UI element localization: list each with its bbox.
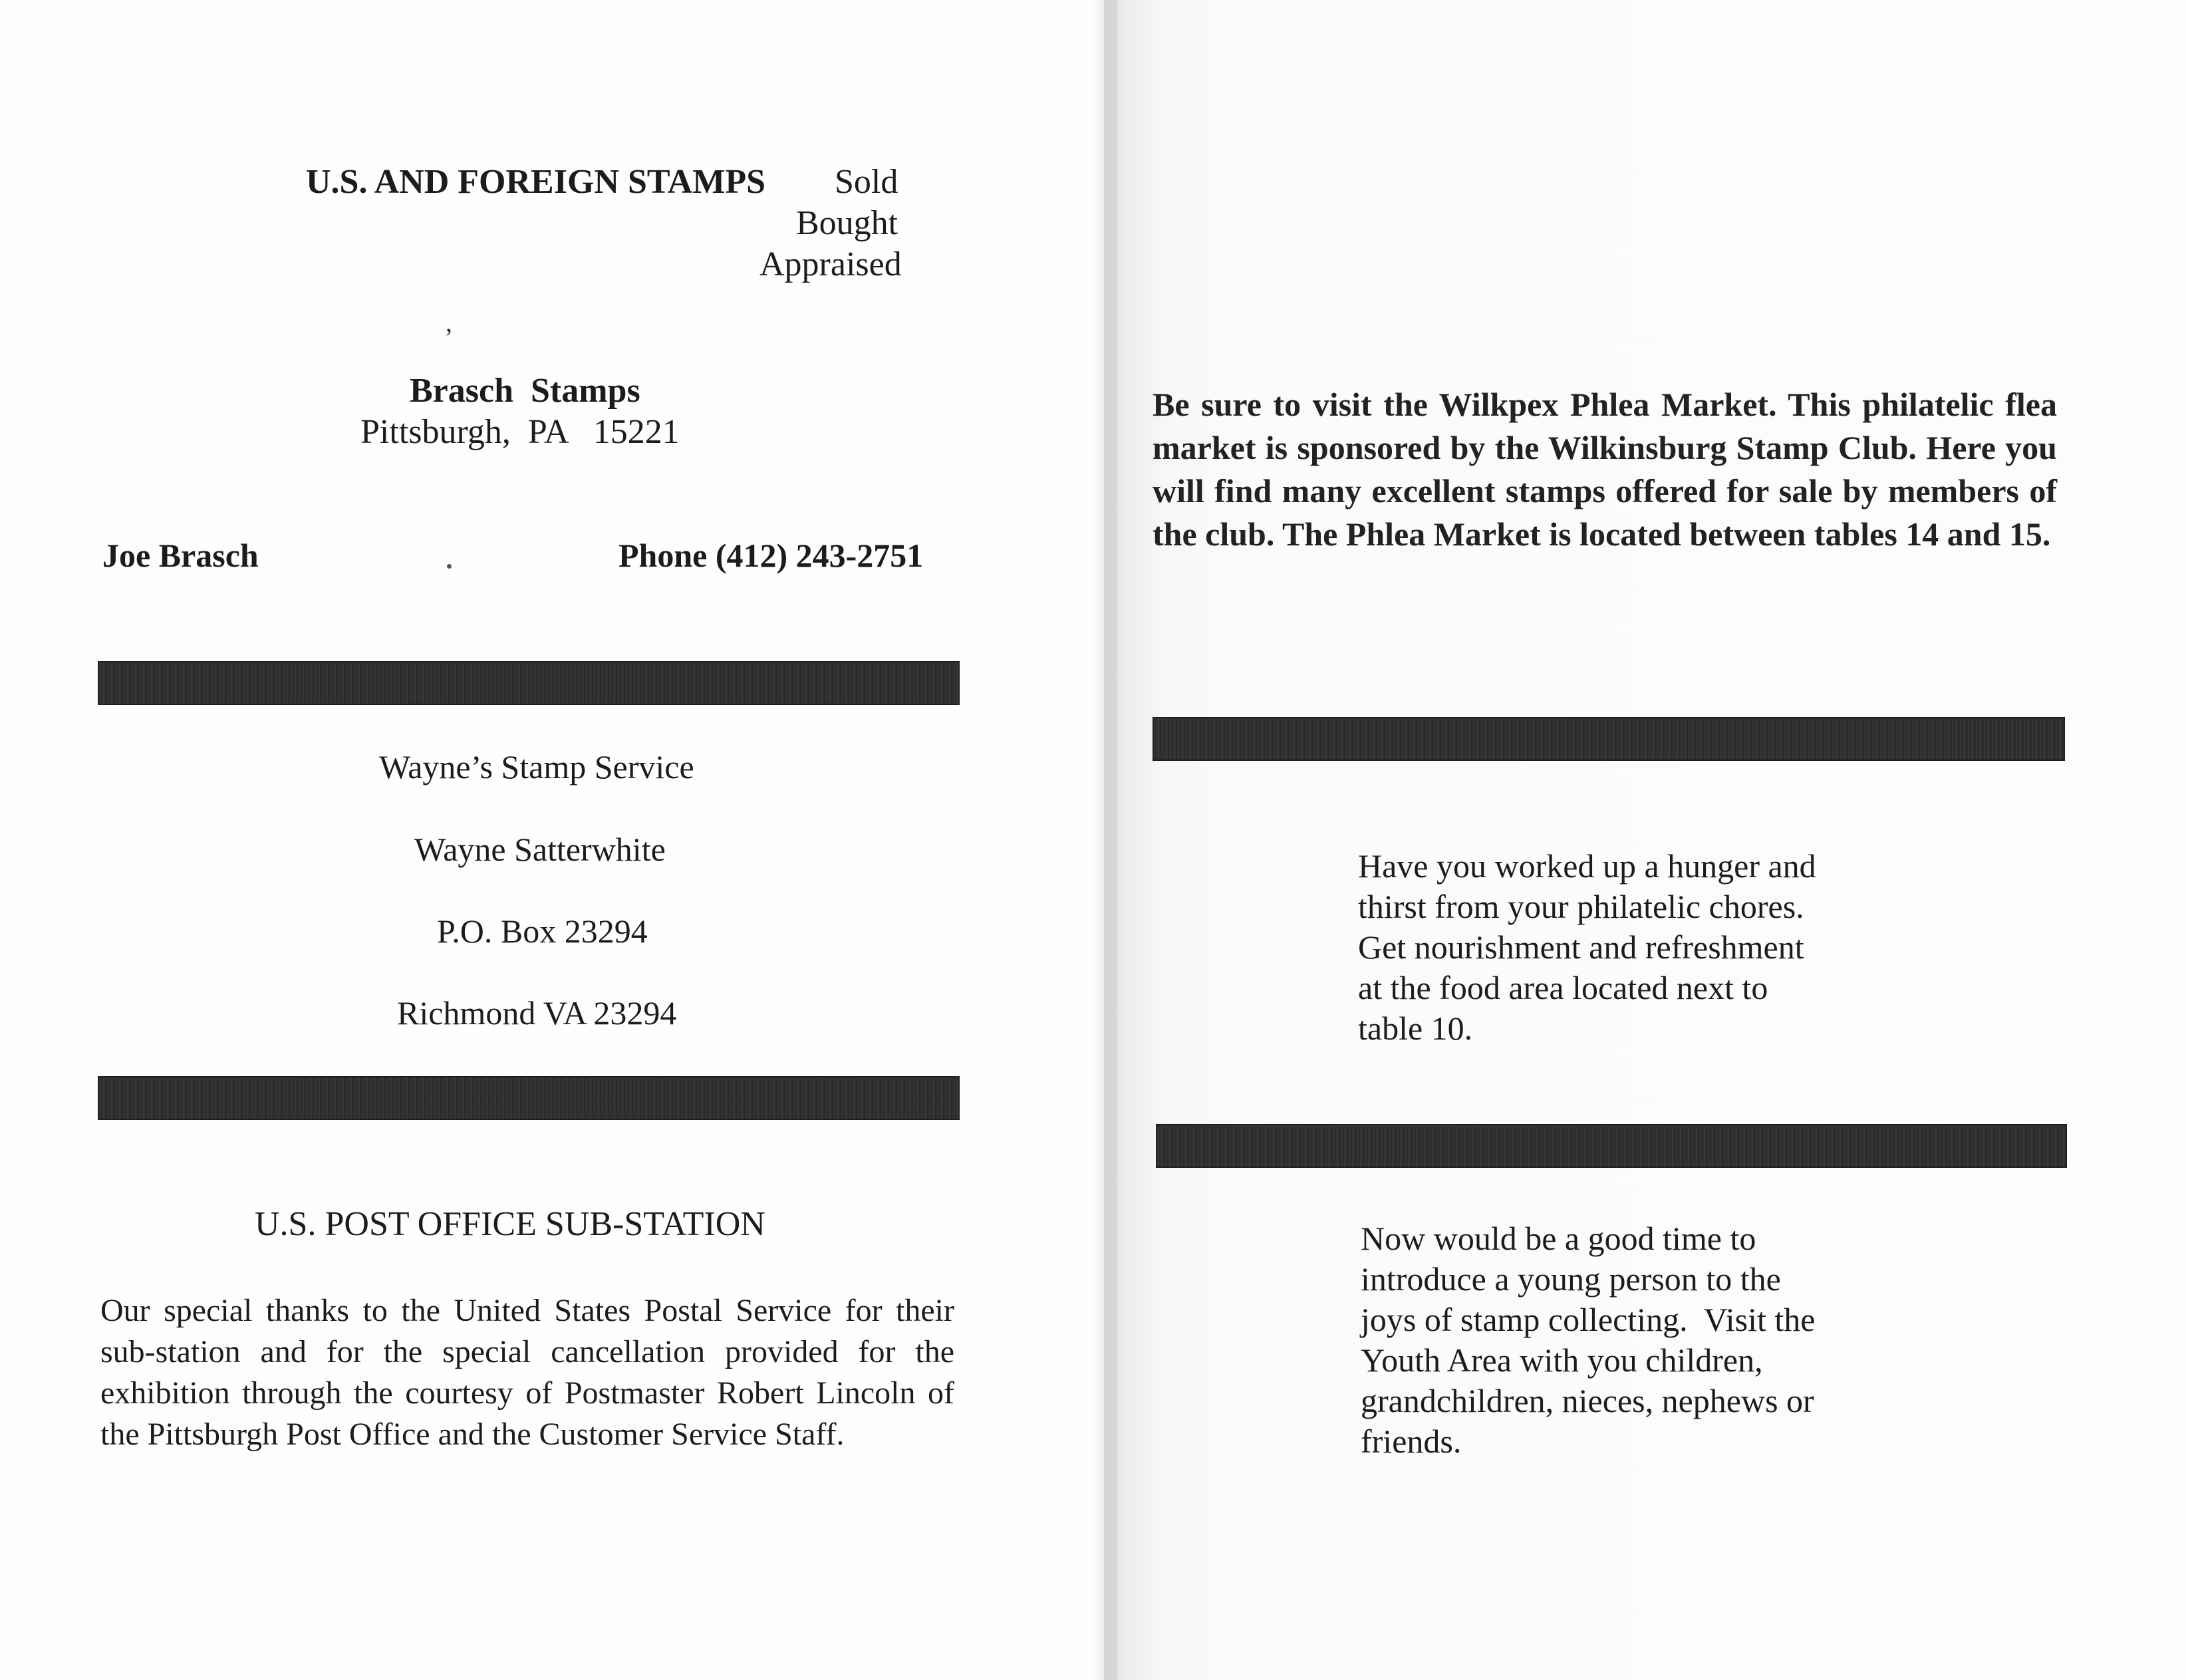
- food-area-paragraph: [1358, 846, 1877, 1049]
- stamps-ad-title: U.S. AND FOREIGN STAMPS: [306, 163, 766, 201]
- divider-bar: [98, 661, 960, 705]
- youth-area-line: Youth Area with you children,: [1361, 1341, 1763, 1379]
- divider-bar: [98, 1076, 960, 1120]
- phlea-market-paragraph: Be sure to visit the Wilkpex Phlea Market. This philatelic flea market is sponsored by the Wilkinsburg Stamp Club. Here you will find many excellent stamps offered for sale by members of the club. The Phlea Market is located between tables 14 and 15.: [1153, 386, 2057, 553]
- wayne-ad-line: Wayne Satterwhite: [414, 831, 666, 868]
- stamps-ad-city: Pittsburgh, PA 15221: [360, 413, 680, 451]
- food-area-line: thirst from your philatelic chores.: [1358, 888, 1804, 925]
- wayne-ad-line: Richmond VA 23294: [397, 994, 677, 1032]
- stamps-ad-contact: Joe Brasch: [102, 537, 259, 574]
- stamps-ad-service-sold: Sold: [835, 163, 898, 201]
- youth-area-paragraph: [1361, 1218, 1879, 1462]
- stamps-ad-service-appraised: Appraised: [759, 245, 902, 283]
- youth-area-line: friends.: [1361, 1423, 1462, 1460]
- divider-bar: [1153, 717, 2065, 761]
- stamps-ad-phone: Phone (412) 243-2751: [618, 537, 924, 574]
- stray-mark: ’: [444, 323, 454, 352]
- wayne-ad-line: Wayne’s Stamp Service: [379, 748, 694, 785]
- divider-bar: [1156, 1124, 2067, 1168]
- stamps-ad-service-bought: Bought: [796, 204, 898, 242]
- stamps-ad-business-name: Brasch Stamps: [410, 372, 640, 410]
- page-gutter: [1091, 0, 1117, 1680]
- youth-area-line: Now would be a good time to: [1361, 1220, 1756, 1257]
- youth-area-line: introduce a young person to the: [1361, 1260, 1781, 1298]
- post-office-body: Our special thanks to the United States Postal Service for their sub-station and for the special cancellation provided for the exhibition through the courtesy of Postmaster Robert Lincoln of the Pittsburgh Post Office and the Customer Service Staff.: [100, 1293, 954, 1452]
- food-area-line: at the food area located next to: [1358, 969, 1768, 1006]
- youth-area-line: grandchildren, nieces, nephews or: [1361, 1382, 1814, 1419]
- food-area-line: Have you worked up a hunger and: [1358, 847, 1816, 885]
- food-area-line: Get nourishment and refreshment: [1358, 928, 1804, 966]
- stray-speck: [447, 564, 452, 569]
- food-area-line: table 10.: [1358, 1010, 1473, 1047]
- post-office-heading: U.S. POST OFFICE SUB-STATION: [255, 1205, 765, 1243]
- wayne-ad-line: P.O. Box 23294: [437, 912, 648, 950]
- youth-area-line: joys of stamp collecting. Visit the: [1361, 1301, 1816, 1338]
